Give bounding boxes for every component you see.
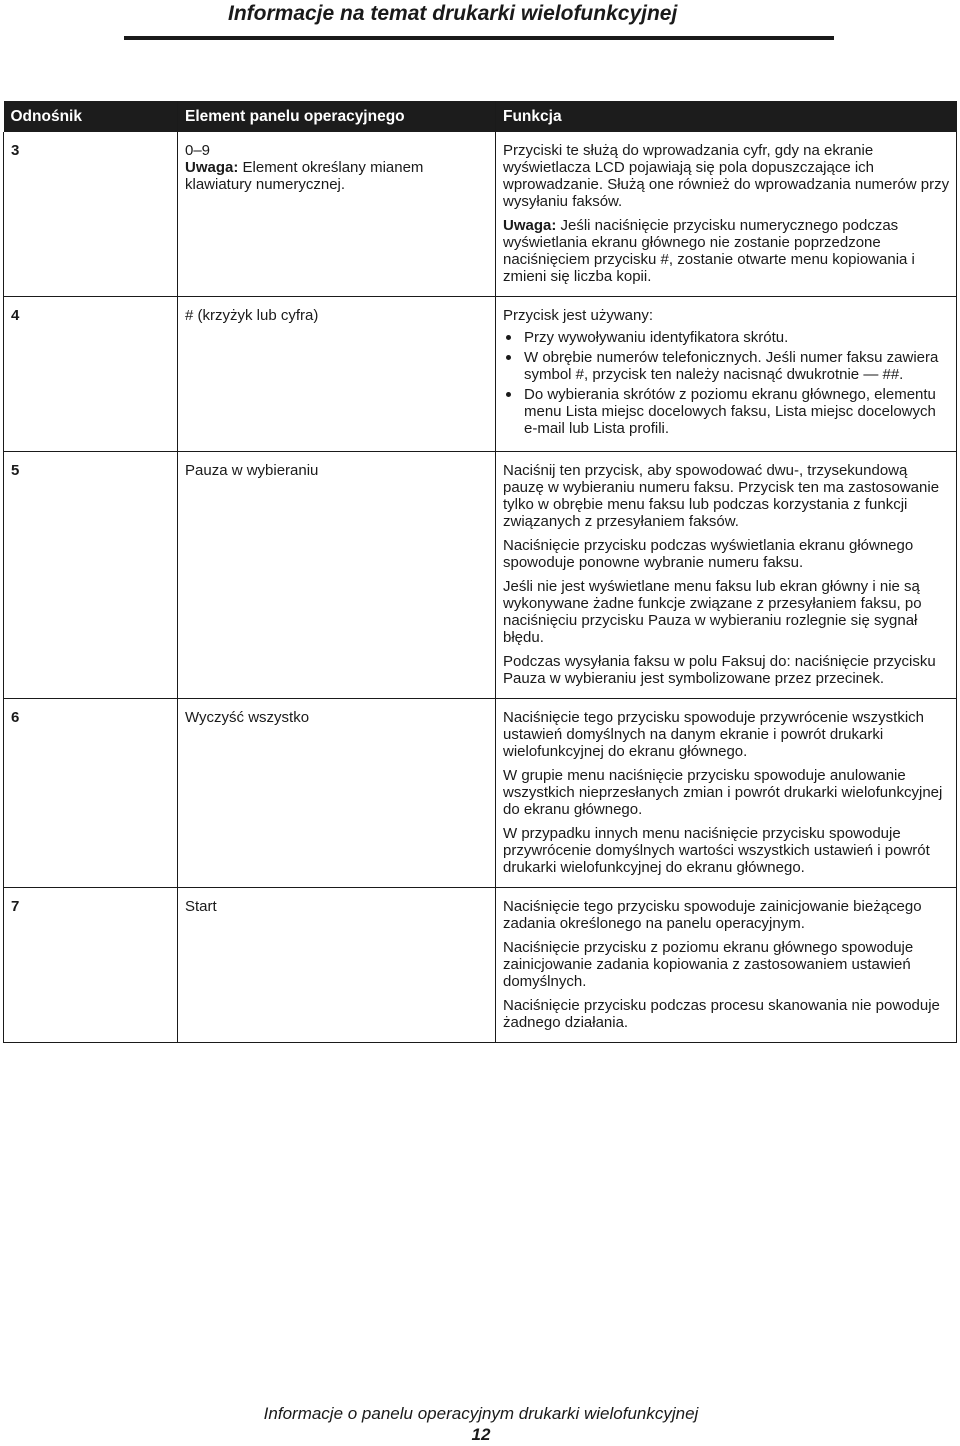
ref-number: 7 [11, 898, 20, 915]
ref-cell [4, 452, 178, 699]
paragraph: Przyciski te służą do wprowadzania cyfr, gdy na ekranie wyświetlacza LCD pojawiają się pola dopuszczające ich wprowadzanie. Służą one również do wprowadzania numerów przy wysyłaniu faksów. [503, 142, 950, 210]
element-note [185, 159, 491, 193]
header-element: Element panelu operacyjnego [178, 101, 496, 132]
ref-cell [4, 132, 178, 297]
bullet-item: Przy wywoływaniu identyfikatora skrótu. [503, 329, 952, 346]
page-title: Informacje na temat drukarki wielofunkcyjnej [228, 2, 678, 25]
paragraph: Naciśnięcie przycisku podczas wyświetlania ekranu głównego spowoduje ponowne wybranie numeru faksu. [503, 537, 914, 571]
note-text: Jeśli naciśnięcie przycisku numerycznego podczas wyświetlania ekranu głównego nie zostanie poprzedzone naciśnięciem przycisku #, zostanie otwarte menu kopiowania i zmieni się liczba kopii. [503, 217, 915, 285]
ref-number: 3 [11, 142, 20, 159]
ref-number: 6 [11, 709, 20, 726]
bullet-item: W obrębie numerów telefonicznych. Jeśli numer faksu zawiera symbol #, przycisk ten należy nacisnąć dwukrotnie — ##. [503, 349, 952, 383]
table-row [4, 452, 957, 699]
paragraph: Naciśnij ten przycisk, aby spowodować dwu-, trzysekundową pauzę w wybieraniu numeru faksu. Przycisk ten ma zastosowanie tylko w obrębie menu faksu lub podczas korzystania z funkcji związanych z przesyłaniem faksów. [503, 462, 940, 530]
footer-section-title: Informacje o panelu operacyjnym drukarki wielofunkcyjnej [263, 1404, 699, 1423]
paragraph: Naciśnięcie tego przycisku spowoduje zainicjowanie bieżącego zadania określonego na panelu operacyjnym. [503, 898, 922, 932]
ref-number: 5 [11, 462, 20, 479]
bullet-item: Do wybierania skrótów z poziomu ekranu głównego, elementu menu Lista miejsc docelowych faksu, Lista miejsc docelowych e-mail lub Lista profili. [503, 386, 952, 437]
table-row [4, 132, 957, 297]
paragraph: Jeśli nie jest wyświetlane menu faksu lub ekran główny i nie są wykonywane żadne funkcje związane z przesyłaniem faksu, po naciśnięciu przycisku Pauza w wybieraniu rozlegnie się sygnał błędu. [503, 578, 922, 646]
function-cell [496, 297, 957, 452]
note-label: Uwaga: [503, 217, 557, 234]
paragraph: Naciśnięcie tego przycisku spowoduje przywrócenie wszystkich ustawień domyślnych na danym ekranie i powrót drukarki wielofunkcyjnej do ekranu głównego. [503, 709, 925, 760]
table-row [4, 699, 957, 888]
ref-cell [4, 297, 178, 452]
element-cell [178, 888, 496, 1043]
table-row [4, 297, 957, 452]
element-cell [178, 297, 496, 452]
note [503, 217, 952, 285]
function-cell [496, 888, 957, 1043]
function-cell [496, 699, 957, 888]
table-row [4, 888, 957, 1043]
function-cell [496, 452, 957, 699]
element-name: # (krzyżyk lub cyfra) [185, 307, 319, 324]
paragraph: Naciśnięcie przycisku z poziomu ekranu głównego spowoduje zainicjowanie zadania kopiowania z zastosowaniem ustawień domyślnych. [503, 939, 914, 990]
ref-cell [4, 888, 178, 1043]
note-label: Uwaga: [185, 159, 239, 176]
paragraph: Naciśnięcie przycisku podczas procesu skanowania nie powoduje żadnego działania. [503, 997, 940, 1031]
note-text: Element określany mianem klawiatury numerycznej. [185, 159, 424, 193]
paragraph: W przypadku innych menu naciśnięcie przycisku spowoduje przywrócenie domyślnych wartości wszystkich ustawień i powrót drukarki wielofunkcyjnej do ekranu głównego. [503, 825, 930, 876]
paragraph: Podczas wysyłania faksu w polu Faksuj do: naciśnięcie przycisku Pauza w wybieraniu jest symbolizowane przez przecinek. [503, 653, 936, 687]
bullet-list [503, 329, 952, 437]
page-number: 12 [471, 1425, 491, 1444]
function-cell [496, 132, 957, 297]
element-name: Wyczyść wszystko [185, 709, 310, 726]
element-cell [178, 699, 496, 888]
element-name: 0–9 [185, 142, 211, 159]
paragraph: Przycisk jest używany: [503, 307, 654, 324]
paragraph: W grupie menu naciśnięcie przycisku spowoduje anulowanie wszystkich nieprzesłanych zmian i powrót drukarki wielofunkcyjnej do ekranu głównego. [503, 767, 943, 818]
reference-table [3, 101, 957, 1043]
header-ref: Odnośnik [4, 101, 178, 132]
title-rule [124, 36, 834, 40]
element-cell [178, 452, 496, 699]
element-cell [178, 132, 496, 297]
table-header-row [4, 101, 957, 132]
element-name: Start [185, 898, 217, 915]
ref-cell [4, 699, 178, 888]
ref-number: 4 [11, 307, 20, 324]
header-function: Funkcja [496, 101, 957, 132]
element-name: Pauza w wybieraniu [185, 462, 319, 479]
